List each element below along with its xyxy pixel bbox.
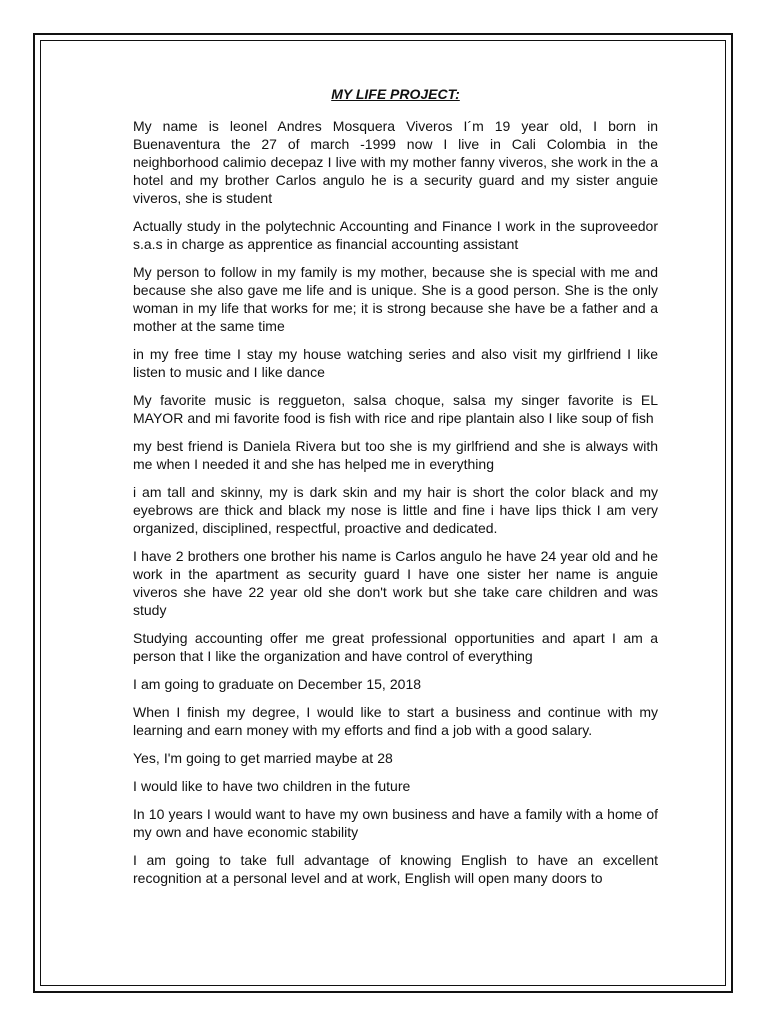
paragraph-favorites: My favorite music is reggueton, salsa choque, salsa my singer favorite is EL MAYOR and mi favorite food is fish with rice and ripe plantain also I like soup of fish <box>133 392 658 426</box>
paragraph-free-time: in my free time I stay my house watching series and also visit my girlfriend I like listen to music and I like dance <box>133 346 658 380</box>
paragraph-best-friend: my best friend is Daniela Rivera but too she is my girlfriend and she is always with me when I needed it and she has helped me in everything <box>133 438 658 472</box>
paragraph-accounting: Studying accounting offer me great professional opportunities and apart I am a person that I like the organization and have control of everything <box>133 630 658 664</box>
paragraph-after-degree: When I finish my degree, I would like to start a business and continue with my learning and earn money with my efforts and find a job with a good salary. <box>133 704 658 738</box>
paragraph-children: I would like to have two children in the future <box>133 778 411 794</box>
document-body <box>133 84 658 914</box>
paragraph-description: i am tall and skinny, my is dark skin and my hair is short the color black and my eyebrows are thick and black my nose is little and fine i have lips thick I am very organized, disciplined, respectful, proactive and dedicated. <box>133 484 658 536</box>
paragraph-role-model: My person to follow in my family is my mother, because she is special with me and because she also gave me life and is unique. She is a good person. She is the only woman in my life that works for me; it is strong because she have be a father and a mother at the same time <box>133 264 658 334</box>
paragraph-graduation: I am going to graduate on December 15, 2018 <box>133 676 422 692</box>
document-title: MY LIFE PROJECT: <box>331 86 460 102</box>
paragraph-english: I am going to take full advantage of knowing English to have an excellent recognition at a personal level and at work, English will open many doors to <box>133 852 658 886</box>
paragraph-marriage: Yes, I'm going to get married maybe at 28 <box>133 750 393 766</box>
paragraph-introduction: My name is leonel Andres Mosquera Viveros I´m 19 year old, I born in Buenaventura the 27 of march -1999 now I live in Cali Colombia in the neighborhood calimio decepaz I live with my mother fanny viveros, she work in the a hotel and my brother Carlos angulo he is a security guard and my sister anguie viveros, she is student <box>133 118 658 206</box>
paragraph-ten-years: In 10 years I would want to have my own business and have a family with a home of my own and have economic stability <box>133 806 658 840</box>
paragraph-siblings: I have 2 brothers one brother his name is Carlos angulo he have 24 year old and he work in the apartment as security guard I have one sister her name is anguie viveros she have 22 year old she don't work but she take care children and was study <box>133 548 658 618</box>
paragraph-studies: Actually study in the polytechnic Accounting and Finance I work in the suproveedor s.a.s in charge as apprentice as financial accounting assistant <box>133 218 658 252</box>
